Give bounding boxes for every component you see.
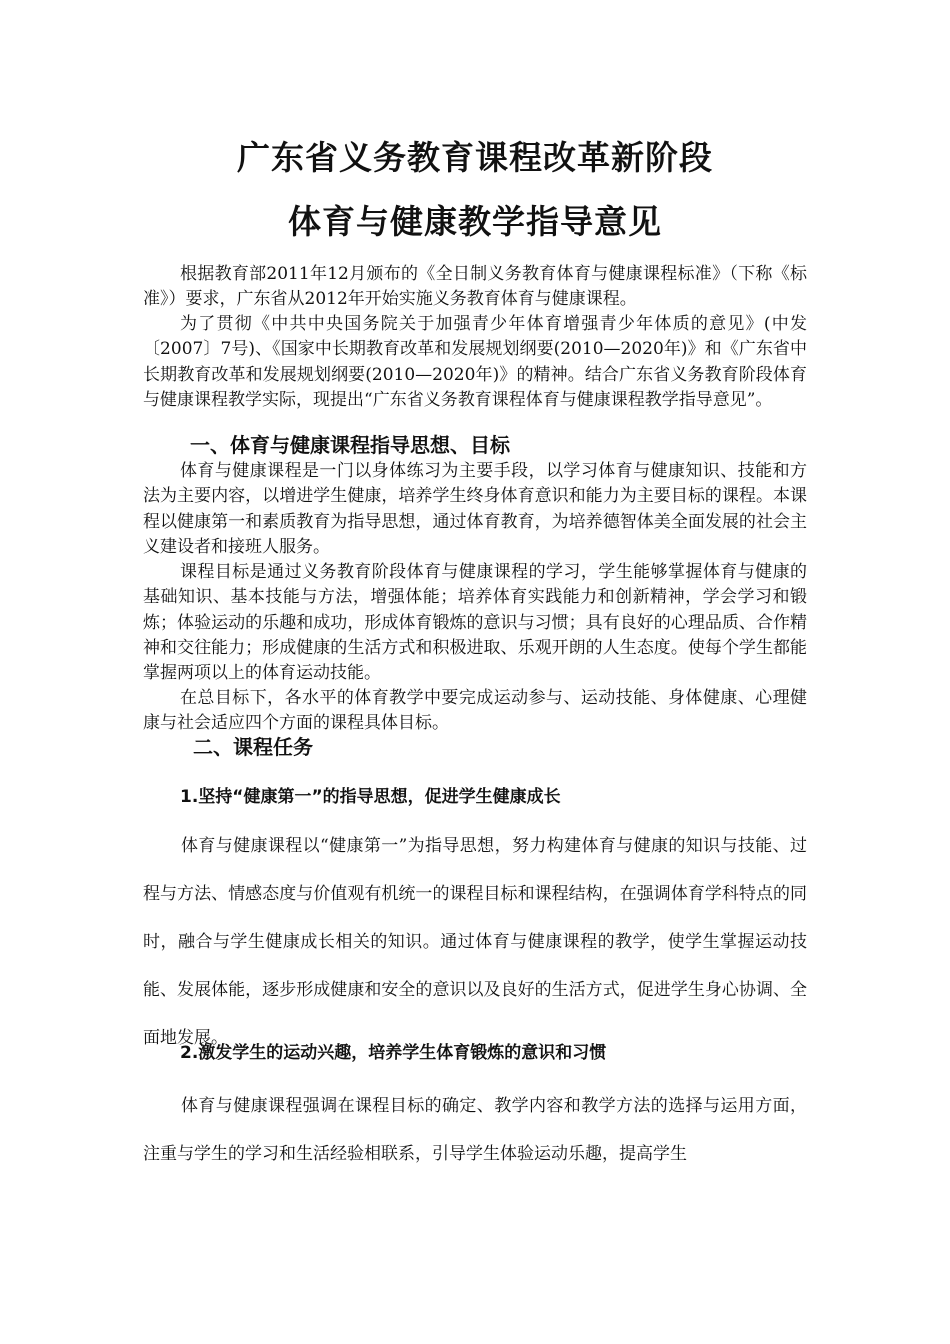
task-2-heading: 2.激发学生的运动兴趣，培养学生体育锻炼的意识和习惯 bbox=[180, 1043, 607, 1063]
task-2-paragraph: 体育与健康课程强调在课程目标的确定、教学内容和教学方法的选择与运用方面，注重与学生的学习和生活经验相联系，引导学生体验运动乐趣，提高学生 bbox=[143, 1096, 807, 1164]
task-1-paragraph: 体育与健康课程以“健康第一”为指导思想，努力构建体育与健康的知识与技能、过程与方法、情感态度与价值观有机统一的课程目标和课程结构，在强调体育学科特点的同时，融合与学生健康成长相关的知识。通过体育与健康课程的教学，使学生掌握运动技能、发展体能，逐步形成健康和安全的意识以及良好的生活方式，促进学生身心协调、全面地发展。 bbox=[143, 836, 807, 1048]
section-1-paragraph-3: 在总目标下，各水平的体育教学中要完成运动参与、运动技能、身体健康、心理健康与社会适应四个方面的课程具体目标。 bbox=[143, 688, 807, 734]
section-2-heading: 二、课程任务 bbox=[193, 735, 313, 759]
task-1-heading: 1.坚持“健康第一”的指导思想，促进学生健康成长 bbox=[180, 787, 561, 807]
document-title-line-1: 广东省义务教育课程改革新阶段 bbox=[237, 138, 713, 177]
section-1-paragraph-1: 体育与健康课程是一门以身体练习为主要手段，以学习体育与健康知识、技能和方法为主要内容，以增进学生健康，培养学生终身体育意识和能力为主要目标的课程。本课程以健康第一和素质教育为指导思想，通过体育教育，为培养德智体美全面发展的社会主义建设者和接班人服务。 bbox=[143, 461, 807, 557]
section-1-paragraph-2: 课程目标是通过义务教育阶段体育与健康课程的学习，学生能够掌握体育与健康的基础知识、基本技能与方法，增强体能；培养体育实践能力和创新精神，学会学习和锻炼；体验运动的乐趣和成功，形成体育锻炼的意识与习惯；具有良好的心理品质、合作精神和交往能力；形成健康的生活方式和积极进取、乐观开朗的人生态度。使每个学生都能掌握两项以上的体育运动技能。 bbox=[143, 562, 807, 684]
section-1-heading: 一、体育与健康课程指导思想、目标 bbox=[190, 433, 510, 457]
intro-paragraph-2: 为了贯彻《中共中央国务院关于加强青少年体育增强青少年体质的意见》(中发〔2007〕7号)、《国家中长期教育改革和发展规划纲要(2010—2020年)》和《广东省中长期教育改革和发展规划纲要(2010—2020年)》的精神。结合广东省义务教育阶段体育与健康课程教学实际，现提出“广东省义务教育课程体育与健康课程教学指导意见”。 bbox=[143, 314, 807, 410]
document-title-line-2: 体育与健康教学指导意见 bbox=[288, 202, 662, 241]
intro-paragraph-1: 根据教育部2011年12月颁布的《全日制义务教育体育与健康课程标准》（下称《标准》）要求，广东省从2012年开始实施义务教育体育与健康课程。 bbox=[143, 264, 807, 310]
